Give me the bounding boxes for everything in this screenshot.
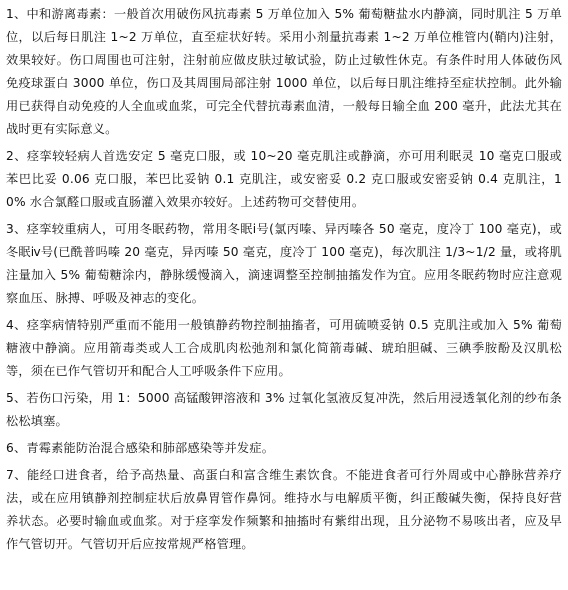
paragraph-wound-care: 5、若伤口污染，用 1：5000 高锰酸钾溶液和 3% 过氧化氢液反复冲洗，然后用浸透氧化剂的纱布条松松填塞。 <box>6 391 562 428</box>
paragraph-penicillin: 6、青霉素能防治混合感染和肺部感染等并发症。 <box>6 441 275 455</box>
paragraph-nutrition: 7、能经口进食者，给予高热量、高蛋白和富含维生素饮食。不能进食者可行外周或中心静脉营养疗法，或在应用镇静剂控制症状后放鼻胃管作鼻饲。维持水与电解质平衡，纠正酸碱失衡，保持良好营养状态。必要时输血或血浆。对于痉挛发作频繁和抽搐时有紫绀出现，且分泌物不易咳出者，应及早作气管切开。气管切开后应按常规严格管理。 <box>6 468 562 551</box>
paragraph-antitoxin: 1、中和游离毒素：一般首次用破伤风抗毒素 5 万单位加入 5% 葡萄糖盐水内静滴，同时肌注 5 万单位，以后每日肌注 1~2 万单位，直至症状好转。采用小剂量抗毒素 1~2 万单位椎管内(鞘内)注射，效果较好。伤口周围也可注射，注射前应做皮肤过敏试验，防止过敏性休克。有条件时用人体破伤风免疫球蛋白 3000 单位，伤口及其周围局部注射 1000 单位，以后每日肌注维持至症状控制。此外输用已获得自动免疫的人全血或血浆，可完全代替抗毒素血清，一般每日输全血 200 毫升，此法尤其在战时更有实际意义。 <box>6 7 562 136</box>
paragraph-severe-spasm: 3、痉挛较重病人，可用冬眠药物，常用冬眠ⅰ号(氯丙嗪、异丙嗪各 50 毫克，度冷丁 100 毫克)，或冬眠ⅳ号(已酰普吗嗪 20 毫克，异丙嗪 50 毫克，度冷丁 100 毫克)，每次肌注 1/3~1/2 量，或将肌注量加入 5% 葡萄糖涂内，静脉缓慢滴入，滴速调整至控制抽搐发作为宜。应用冬眠药物时应注意观察血压、脉搏、呼吸及神志的变化。 <box>6 222 562 305</box>
paragraph-mild-spasm: 2、痉挛较轻病人首选安定 5 毫克口服，或 10~20 毫克肌注或静滴，亦可用利眠灵 10 毫克口服或苯巴比妥 0.06 克口服，苯巴比妥钠 0.1 克肌注，或安密妥 0.2 克口服或安密妥钠 0.4 克肌注，10% 水合氯醛口服或直肠灌入效果亦较好。上述药物可交替使用。 <box>6 149 562 209</box>
paragraph-very-severe-spasm: 4、痉挛病情特别严重而不能用一般镇静药物控制抽搐者，可用硫喷妥钠 0.5 克肌注或加入 5% 葡萄糖液中静滴。应用箭毒类或人工合成肌肉松弛剂和氯化简箭毒碱、琥珀胆碱、三碘季胺酚及汉肌松等，须在已作气管切开和配合人工呼吸条件下应用。 <box>6 318 562 378</box>
